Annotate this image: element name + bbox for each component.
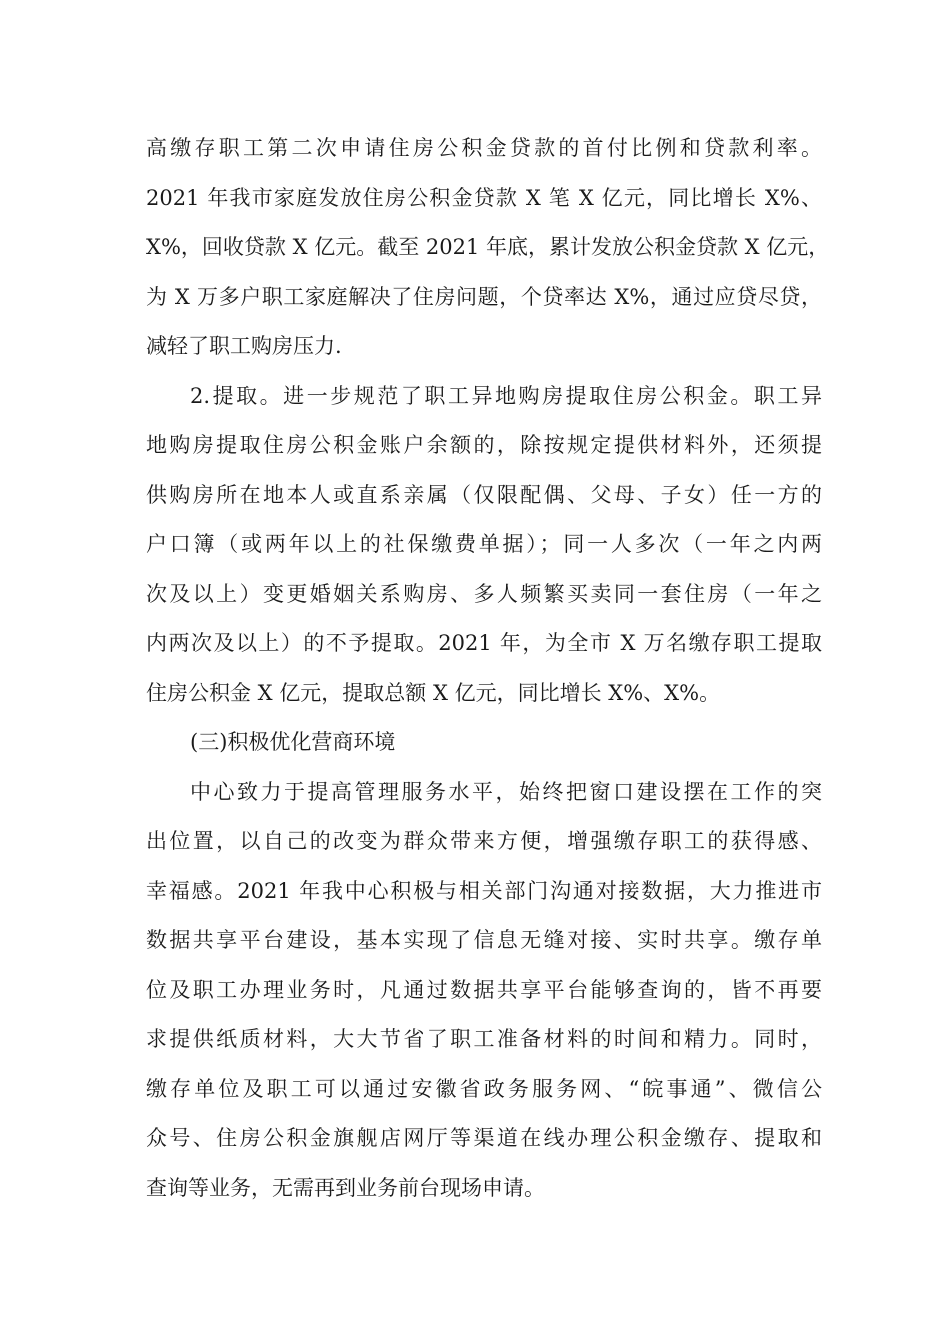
text-line: 求提供纸质材料，大大节省了职工准备材料的时间和精力。同时， (146, 1027, 822, 1051)
text-line: 次及以上）变更婚姻关系购房、多人频繁买卖同一套住房（一年之 (146, 581, 822, 606)
text-line: 位及职工办理业务时，凡通过数据共享平台能够查询的，皆不再要 (146, 977, 822, 1002)
text-line: X%，回收贷款 X 亿元。截至 2021 年底，累计发放公积金贷款 X 亿元， (146, 235, 830, 259)
text-line: 住房公积金 X 亿元，提取总额 X 亿元，同比增长 X%、X%。 (146, 680, 721, 705)
text-line: 高缴存职工第二次申请住房公积金贷款的首付比例和贷款利率。 (146, 136, 822, 160)
text-line: 2021 年我市家庭发放住房公积金贷款 X 笔 X 亿元，同比增长 X%、 (146, 185, 822, 210)
text-line: 数据共享平台建设，基本实现了信息无缝对接、实时共享。缴存单 (146, 928, 822, 952)
text-line: 供购房所在地本人或直系亲属（仅限配偶、父母、子女）任一方的 (146, 482, 822, 507)
text-line: (三)积极优化营商环境 (190, 730, 396, 754)
text-line: 户口簿（或两年以上的社保缴费单据）；同一人多次（一年之内两 (146, 532, 822, 556)
text-line: 内两次及以上）的不予提取。2021 年，为全市 X 万名缴存职工提取 (146, 631, 822, 655)
text-line: 缴存单位及职工可以通过安徽省政务服务网、“皖事通”、微信公 (146, 1076, 822, 1101)
text-line: 2.提取。进一步规范了职工异地购房提取住房公积金。职工异 (190, 383, 822, 408)
text-line: 出位置，以自己的改变为群众带来方便，增强缴存职工的获得感、 (146, 829, 822, 853)
text-line: 减轻了职工购房压力. (146, 334, 342, 358)
text-line: 中心致力于提高管理服务水平，始终把窗口建设摆在工作的突 (190, 779, 822, 804)
text-line: 为 X 万多户职工家庭解决了住房问题，个贷率达 X%，通过应贷尽贷， (146, 284, 822, 309)
text-line: 幸福感。2021 年我中心积极与相关部门沟通对接数据，大力推进市 (146, 878, 822, 903)
text-line: 众号、住房公积金旗舰店网厅等渠道在线办理公积金缴存、提取和 (146, 1126, 822, 1150)
text-line: 地购房提取住房公积金账户余额的，除按规定提供材料外，还须提 (146, 433, 822, 457)
document-body (146, 127, 830, 1216)
text-line: 查询等业务，无需再到业务前台现场申请。 (146, 1175, 545, 1200)
